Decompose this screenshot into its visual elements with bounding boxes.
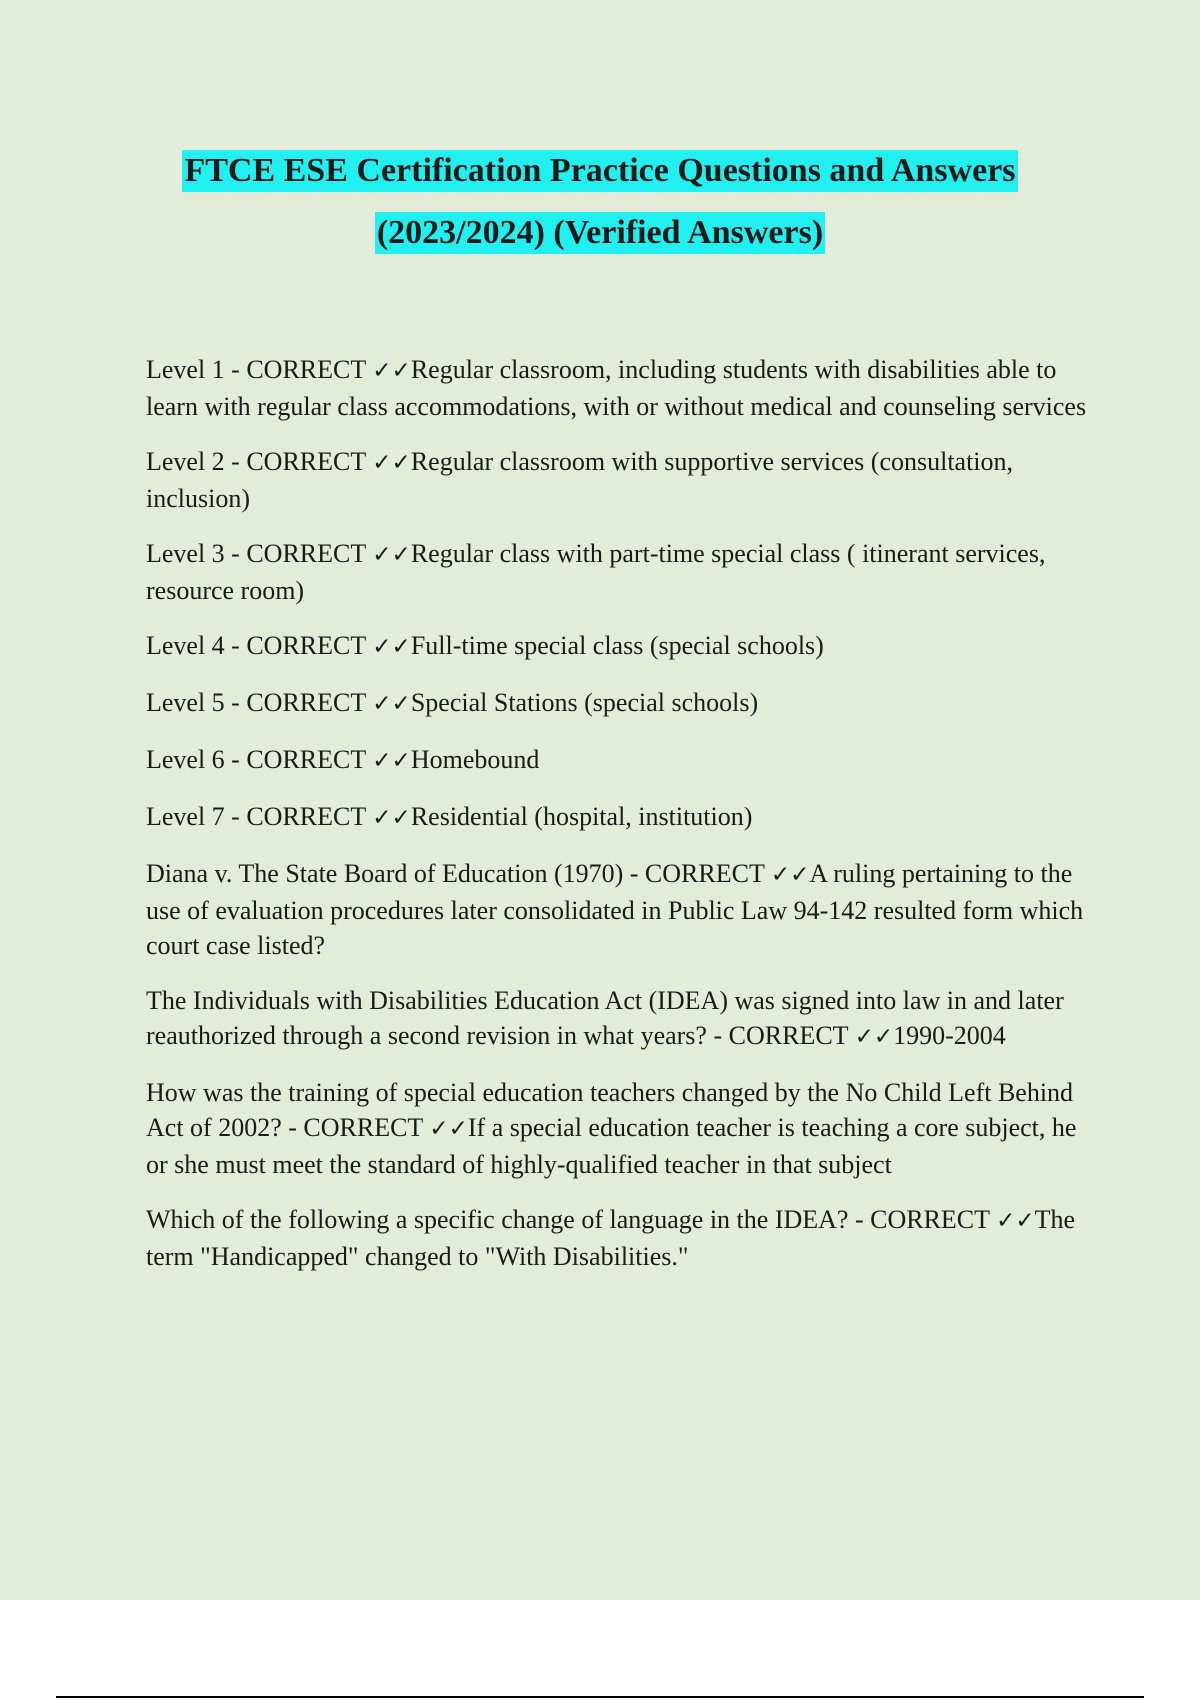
entry-answer: Regular classroom with supportive services (consultation, inclusion) [146, 447, 1014, 513]
qa-entry [146, 685, 1096, 722]
entry-prompt: Level 6 - [146, 745, 240, 774]
correct-marker: CORRECT [246, 688, 366, 717]
correct-marker: CORRECT [246, 447, 366, 476]
footer-divider [56, 1696, 1144, 1698]
correct-marker: CORRECT [728, 1021, 849, 1050]
correct-marker: CORRECT [246, 355, 366, 384]
correct-marker: CORRECT [303, 1113, 423, 1142]
double-check-icon: ✓✓ [372, 542, 411, 568]
entry-answer: Full-time special class (special schools) [410, 631, 824, 660]
qa-entry [146, 799, 1096, 836]
entry-prompt: Level 2 - [146, 447, 240, 476]
qa-entry [146, 352, 1096, 424]
qa-entry [146, 983, 1096, 1055]
double-check-icon: ✓✓ [429, 1116, 468, 1142]
entry-answer: A ruling pertaining to the use of evaluation procedures later consolidated in Public Law 94-142 resulted form which court case listed? [146, 859, 1084, 960]
double-check-icon: ✓✓ [854, 1024, 894, 1050]
entry-answer: Homebound [410, 745, 540, 774]
entry-prompt: Level 3 - [146, 539, 240, 568]
entry-prompt: Level 1 - [146, 355, 240, 384]
title-line-2: (2023/2024) (Verified Answers) [375, 212, 825, 254]
double-check-icon: ✓✓ [372, 634, 411, 660]
qa-entry [146, 1075, 1096, 1182]
qa-entry [146, 628, 1096, 665]
correct-marker: CORRECT [246, 745, 366, 774]
qa-entry [146, 742, 1096, 779]
qa-entry [146, 444, 1096, 516]
document-title [0, 140, 1200, 264]
qa-entry [146, 1202, 1096, 1274]
double-check-icon: ✓✓ [372, 450, 411, 476]
double-check-icon: ✓✓ [372, 691, 411, 717]
entry-prompt: Level 5 - [146, 688, 240, 717]
double-check-icon: ✓✓ [372, 358, 411, 384]
entry-prompt: How was the training of special education teachers changed by the No Child Left Behind Act of 2002? - [146, 1078, 1074, 1142]
entry-prompt: Level 7 - [146, 802, 240, 831]
entry-prompt: The Individuals with Disabilities Education Act (IDEA) was signed into law in and later reauthorized through a second revision in what years? - [146, 986, 1064, 1050]
double-check-icon: ✓✓ [372, 748, 411, 774]
correct-marker: CORRECT [246, 539, 366, 568]
entry-answer: Regular classroom, including students with disabilities able to learn with regular class accommodations, with or without medical and counseling services [146, 355, 1087, 421]
entry-prompt: Which of the following a specific change of language in the IDEA? - [146, 1205, 864, 1234]
correct-marker: CORRECT [644, 859, 765, 888]
entry-answer: Special Stations (special schools) [410, 688, 759, 717]
qa-list [146, 352, 1096, 1294]
qa-entry [146, 856, 1096, 963]
entry-answer: 1990-2004 [893, 1021, 1006, 1050]
double-check-icon: ✓✓ [770, 862, 810, 888]
correct-marker: CORRECT [870, 1205, 990, 1234]
entry-answer: Regular class with part-time special class ( itinerant services, resource room) [146, 539, 1046, 605]
double-check-icon: ✓✓ [996, 1208, 1035, 1234]
entry-answer: If a special education teacher is teaching a core subject, he or she must meet the standard of highly-qualified teacher in that subject [146, 1113, 1077, 1179]
double-check-icon: ✓✓ [372, 805, 411, 831]
qa-entry [146, 536, 1096, 608]
entry-answer: The term "Handicapped" changed to "With Disabilities." [146, 1205, 1076, 1271]
entry-prompt: Level 4 - [146, 631, 240, 660]
title-line-1: FTCE ESE Certification Practice Questions and Answers [182, 150, 1017, 192]
entry-answer: Residential (hospital, institution) [410, 802, 753, 831]
correct-marker: CORRECT [246, 802, 366, 831]
entry-prompt: Diana v. The State Board of Education (1970) - [146, 859, 639, 888]
correct-marker: CORRECT [246, 631, 366, 660]
